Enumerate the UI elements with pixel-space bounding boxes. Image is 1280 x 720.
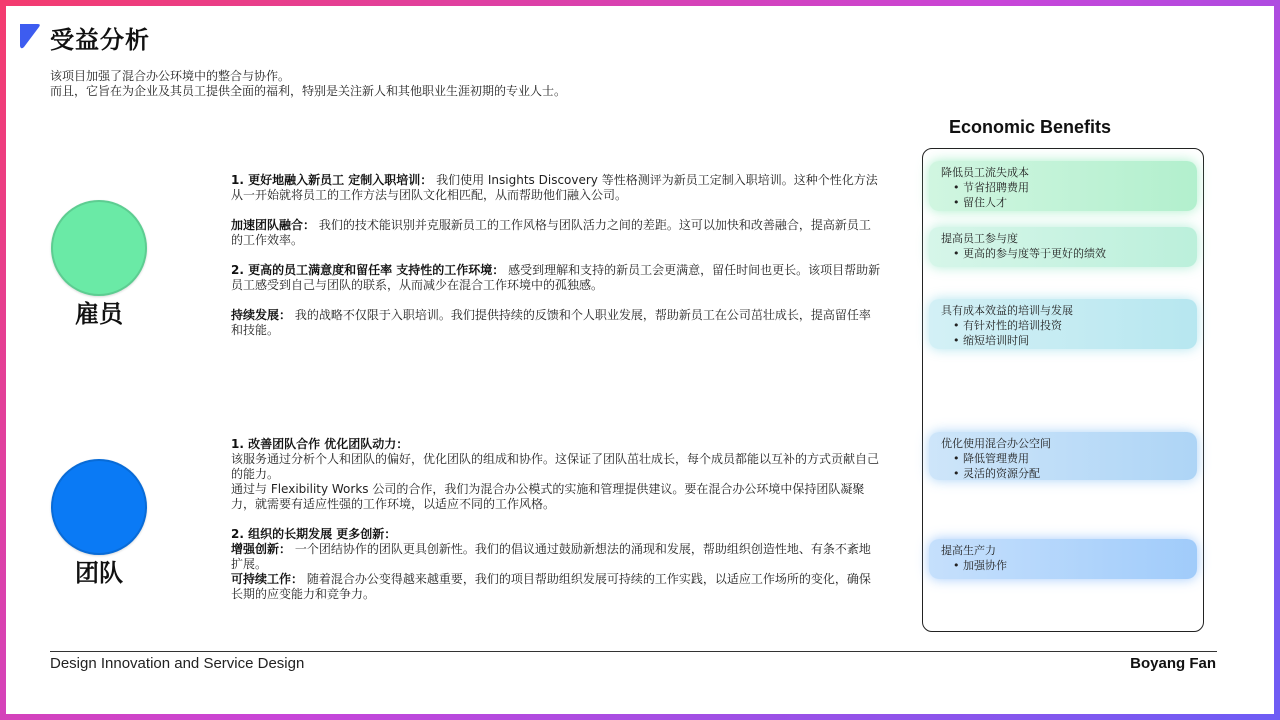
team-heading-1 bbox=[231, 437, 881, 452]
intro-line-1: 该项目加强了混合办公环境中的整合与协作。 bbox=[50, 69, 291, 83]
employer-paragraph-2 bbox=[231, 218, 881, 248]
benefit-bullet: • 节省招聘费用 bbox=[953, 181, 1029, 194]
benefit-item bbox=[929, 161, 1197, 211]
team-text-1: 该服务通过分析个人和团队的偏好，优化团队的组成和协作。这保证了团队茁壮成长，每个成员都能以互补的方式贡献自己的能力。 bbox=[231, 452, 880, 481]
benefit-heading: 提高生产力 bbox=[941, 544, 996, 557]
benefit-bullet: • 有针对性的培训投资 bbox=[953, 319, 1062, 332]
benefit-bullet: • 加强协作 bbox=[953, 559, 1007, 572]
benefit-item bbox=[929, 299, 1197, 349]
benefit-item bbox=[929, 432, 1197, 480]
employer-label: 雇员 bbox=[75, 300, 123, 328]
intro-text bbox=[50, 69, 566, 99]
team-circle bbox=[51, 459, 147, 555]
benefit-heading: 具有成本效益的培训与发展 bbox=[941, 304, 1073, 317]
employer-p1-body: 我们使用 Insights Discovery 等性格测评为新员工定制入职培训。这种个性化方法从一开始就将员工的工作方法与团队文化相匹配，从而帮助他们融入公司。 bbox=[231, 173, 878, 202]
logo-icon bbox=[16, 22, 42, 50]
benefit-item bbox=[929, 227, 1197, 267]
team-text-2: 通过与 Flexibility Works 公司的合作，我们为混合办公模式的实施和管理提供建议。要在混合办公环境中保持团队凝聚力，就需要有适应性强的工作环境，以适应不同的工作风格。 bbox=[231, 482, 865, 511]
benefit-item bbox=[929, 539, 1197, 579]
economic-benefits-panel bbox=[922, 148, 1204, 632]
team-h1: 1. 改善团队合作 优化团队动力： bbox=[231, 437, 409, 451]
page-title: 受益分析 bbox=[50, 26, 150, 54]
team-p4-heading: 可持续工作： bbox=[231, 572, 304, 586]
team-label: 团队 bbox=[75, 559, 123, 587]
employer-circle bbox=[51, 200, 147, 296]
employer-p2-body: 我们的技术能识别并克服新员工的工作风格与团队活力之间的差距。这可以加快和改善融合，提高新员工的工作效率。 bbox=[231, 218, 871, 247]
employer-paragraph-1 bbox=[231, 173, 881, 203]
benefit-heading: 优化使用混合办公空间 bbox=[941, 437, 1051, 450]
employer-p1-heading: 1. 更好地融入新员工 定制入职培训： bbox=[231, 173, 433, 187]
team-heading-2 bbox=[231, 527, 881, 542]
team-benefits-text bbox=[231, 437, 881, 602]
employer-paragraph-3 bbox=[231, 263, 881, 293]
benefit-heading: 降低员工流失成本 bbox=[941, 166, 1029, 179]
benefit-bullet: • 留住人才 bbox=[953, 196, 1007, 209]
team-p3-heading: 增强创新： bbox=[231, 542, 292, 556]
employer-benefits-text bbox=[231, 173, 881, 338]
footer-divider bbox=[50, 651, 1217, 652]
intro-line-2: 而且，它旨在为企业及其员工提供全面的福利，特别是关注新人和其他职业生涯初期的专业人士。 bbox=[50, 84, 567, 98]
employer-p2-heading: 加速团队融合： bbox=[231, 218, 316, 232]
team-p4-body: 随着混合办公变得越来越重要，我们的项目帮助组织发展可持续的工作实践，以适应工作场所的变化，确保长期的应变能力和竞争力。 bbox=[231, 572, 871, 601]
employer-paragraph-4 bbox=[231, 308, 881, 338]
benefit-bullet: • 更高的参与度等于更好的绩效 bbox=[953, 247, 1106, 260]
team-paragraph-4 bbox=[231, 572, 881, 602]
benefit-bullet: • 灵活的资源分配 bbox=[953, 467, 1040, 480]
footer-course-name: Design Innovation and Service Design bbox=[50, 655, 305, 672]
team-p3-body: 一个团结协作的团队更具创新性。我们的倡议通过鼓励新想法的涌现和发展，帮助组织创造性地、有条不紊地扩展。 bbox=[231, 542, 871, 571]
benefit-heading: 提高员工参与度 bbox=[941, 232, 1018, 245]
employer-p3-body: 感受到理解和支持的新员工会更满意，留任时间也更长。该项目帮助新员工感受到自己与团队的联系，从而减少在混合工作环境中的孤独感。 bbox=[231, 263, 881, 292]
team-h2: 2. 组织的长期发展 更多创新： bbox=[231, 527, 397, 541]
benefit-bullet: • 降低管理费用 bbox=[953, 452, 1029, 465]
employer-p3-heading: 2. 更高的员工满意度和留任率 支持性的工作环境： bbox=[231, 263, 505, 277]
benefit-bullet: • 缩短培训时间 bbox=[953, 334, 1029, 347]
economic-benefits-title: Economic Benefits bbox=[949, 117, 1112, 137]
employer-p4-body: 我的战略不仅限于入职培训。我们提供持续的反馈和个人职业发展，帮助新员工在公司茁壮成长，提高留任率和技能。 bbox=[231, 308, 871, 337]
employer-p4-heading: 持续发展： bbox=[231, 308, 292, 322]
footer-author: Boyang Fan bbox=[1130, 655, 1216, 672]
team-paragraph-3 bbox=[231, 542, 881, 572]
